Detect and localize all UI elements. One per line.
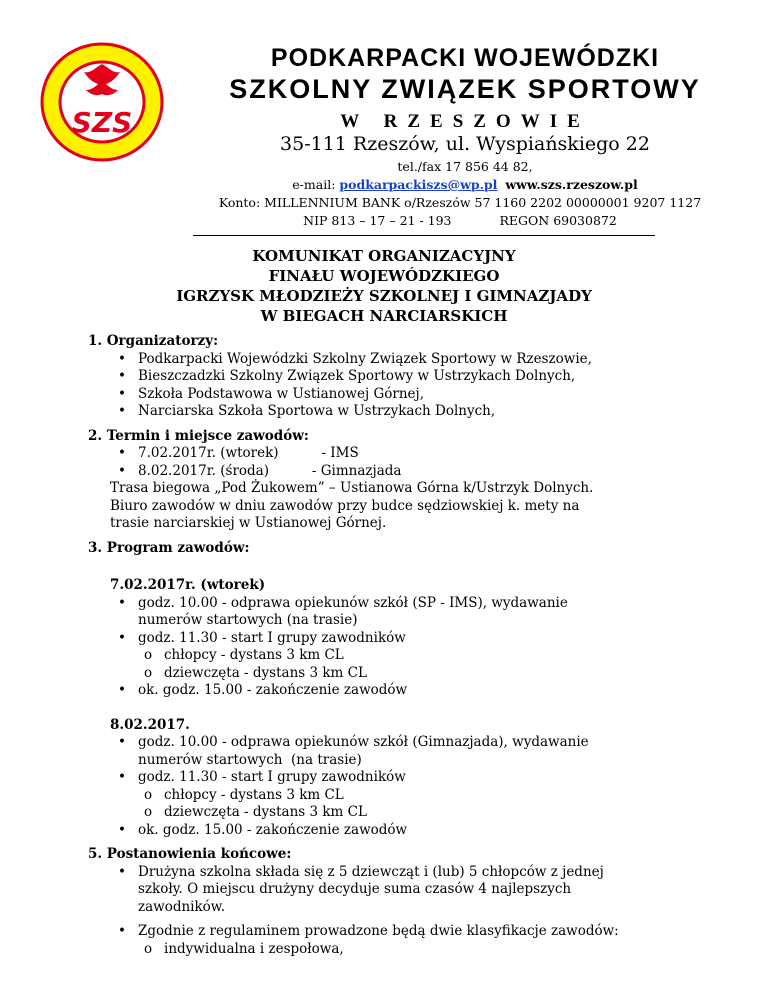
circle-bullet-icon: o: [144, 664, 153, 681]
email-label: e-mail:: [292, 177, 340, 192]
section-organizers-heading: 1. Organizatorzy:: [88, 333, 219, 349]
list-item: • ok. godz. 15.00 - zakończenie zawodów: [118, 821, 408, 838]
sub-item: o chłopcy - dystans 3 km CL: [144, 647, 344, 663]
list-item-continuation: szkoły. O miejscu drużyny decyduje suma czasów 4 najlepszych: [138, 881, 572, 897]
header-bank-account: Konto: MILLENNIUM BANK o/Rzeszów 57 1160 2202 00000001 9207 1127: [218, 195, 702, 210]
header-address: 35-111 Rzeszów, ul. Wyspiańskiego 22: [280, 133, 650, 155]
list-item: • Szkoła Podstawowa w Ustianowej Górnej,: [118, 385, 424, 402]
header-ids: [180, 213, 740, 228]
list-item-continuation: numerów startowych (na trasie): [138, 612, 358, 628]
sub-item: o dziewczęta - dystans 3 km CL: [144, 804, 367, 820]
list-item-continuation: zawodników.: [138, 898, 226, 915]
bullet-icon: •: [118, 368, 126, 384]
bullet-icon: •: [118, 462, 126, 479]
sub-item: o dziewczęta - dystans 3 km CL: [144, 664, 367, 681]
bullet-icon: •: [118, 629, 126, 646]
circle-bullet-icon: o: [144, 786, 153, 803]
bullet-icon: •: [118, 682, 126, 698]
regon-text: REGON 69030872: [499, 213, 617, 228]
logo-text: SZS: [71, 106, 133, 139]
title-line3: IGRZYSK MŁODZIEŻY SZKOLNEJ I GIMNAZJADY: [176, 287, 592, 305]
section-final-heading: 5. Postanowienia końcowe:: [88, 846, 292, 862]
list-item: • godz. 11.30 - start I grupy zawodników: [118, 769, 406, 785]
list-item-continuation: numerów startowych (na trasie): [138, 751, 362, 768]
header-line2: SZKOLNY ZWIĄZEK SPORTOWY: [229, 74, 701, 104]
section-date-heading: 2. Termin i miejsce zawodów:: [88, 427, 309, 444]
day1-date: 7.02.2017r. (wtorek): [110, 577, 266, 593]
circle-bullet-icon: o: [144, 940, 153, 957]
title-line2: FINAŁU WOJEWÓDZKIEGO: [268, 267, 500, 285]
venue-line: trasie narciarskiej w Ustianowej Górnej.: [110, 515, 387, 531]
header-divider: [193, 235, 655, 236]
document-body: [88, 333, 708, 958]
bullet-icon: •: [118, 445, 126, 461]
bullet-icon: •: [118, 594, 126, 611]
sub-item: o indywidualna i zespołowa,: [144, 940, 344, 957]
nip-text: NIP 813 – 17 – 21 - 193: [303, 213, 452, 228]
szs-logo: [40, 42, 164, 162]
header-line3: W RZESZOWIE: [340, 111, 590, 132]
list-item: • godz. 10.00 - odprawa opiekunów szkół (Gimnazjada), wydawanie: [118, 734, 589, 750]
list-item: • Drużyna szkolna składa się z 5 dziewcząt i (lub) 5 chłopców z jednej: [118, 863, 604, 880]
bullet-icon: •: [118, 863, 126, 880]
section-program-heading: 3. Program zawodów:: [88, 539, 250, 556]
bullet-icon: •: [118, 350, 126, 367]
list-item: • Narciarska Szkoła Sportowa w Ustrzykach Dolnych,: [118, 403, 496, 419]
bullet-icon: •: [118, 821, 126, 838]
bullet-icon: •: [118, 385, 126, 402]
list-item: • Podkarpacki Wojewódzki Szkolny Związek Sportowy w Rzeszowie,: [118, 350, 592, 367]
bullet-icon: •: [118, 403, 126, 419]
list-item: • godz. 10.00 - odprawa opiekunów szkół (SP - IMS), wydawanie: [118, 594, 568, 611]
bullet-icon: •: [118, 734, 126, 750]
email-link[interactable]: podkarpackiszs@wp.pl: [339, 177, 498, 192]
circle-bullet-icon: o: [144, 647, 153, 663]
title-line4: W BIEGACH NARCIARSKICH: [260, 307, 508, 325]
bullet-icon: •: [118, 769, 126, 785]
list-item: • godz. 11.30 - start I grupy zawodników: [118, 629, 406, 646]
document-title: [0, 246, 768, 326]
website-text: www.szs.rzeszow.pl: [505, 177, 638, 192]
list-item: • 8.02.2017r. (środa) - Gimnazjada: [118, 462, 402, 479]
list-item: • Bieszczadzki Szkolny Związek Sportowy w Ustrzykach Dolnych,: [118, 368, 576, 384]
title-line1: KOMUNIKAT ORGANIZACYJNY: [252, 247, 516, 265]
list-item: • ok. godz. 15.00 - zakończenie zawodów: [118, 682, 408, 698]
list-item: • Zgodnie z regulaminem prowadzone będą dwie klasyfikacje zawodów:: [118, 923, 619, 939]
venue-line: Biuro zawodów w dniu zawodów przy budce sędziowskiej k. mety na: [110, 497, 580, 514]
header-contact: [185, 177, 745, 192]
header-tel: tel./fax 17 856 44 82,: [397, 159, 533, 174]
header-line1: PODKARPACKI WOJEWÓDZKI: [270, 44, 660, 72]
venue-line: Trasa biegowa „Pod Żukowem” – Ustianowa Górna k/Ustrzyk Dolnych.: [110, 480, 594, 496]
circle-bullet-icon: o: [144, 804, 153, 820]
sub-item: o chłopcy - dystans 3 km CL: [144, 786, 344, 803]
day2-date: 8.02.2017.: [110, 716, 190, 733]
bullet-icon: •: [118, 923, 126, 939]
list-item: • 7.02.2017r. (wtorek) - IMS: [118, 445, 359, 461]
